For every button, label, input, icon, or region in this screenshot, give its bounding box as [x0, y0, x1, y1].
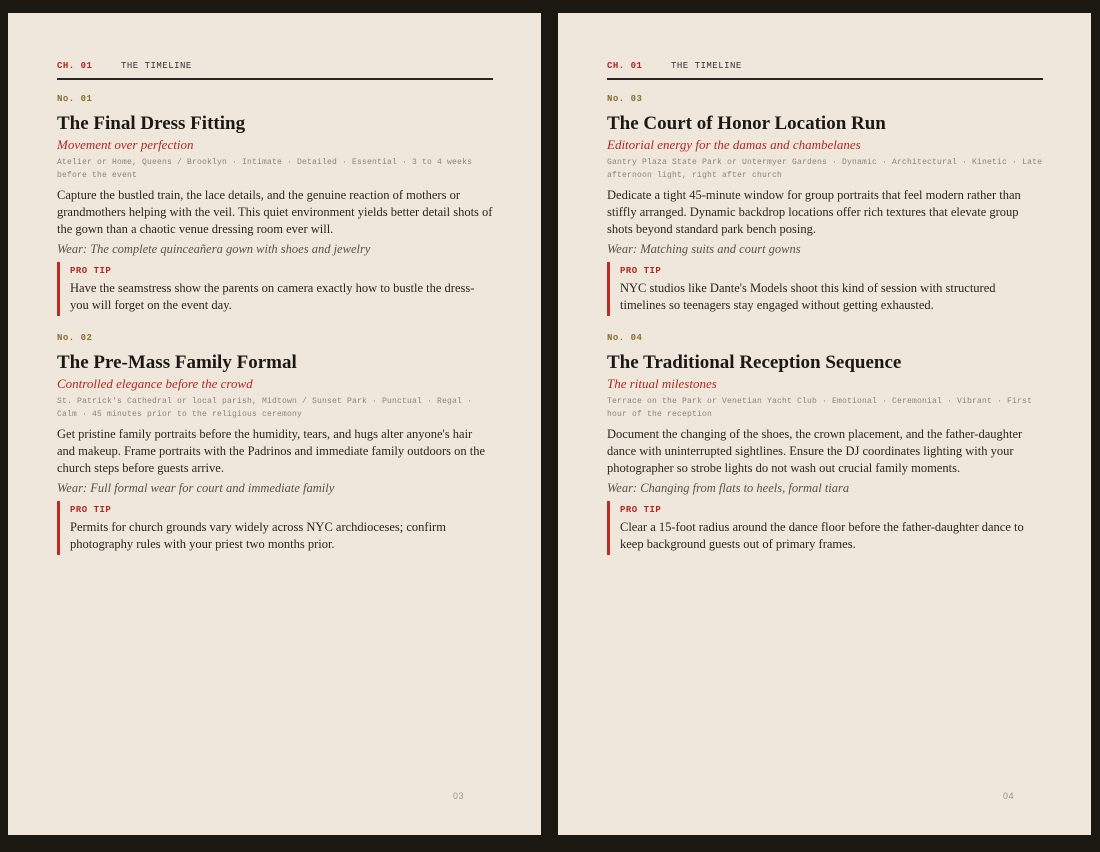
section-3: [607, 94, 1043, 316]
page-number: 03: [453, 791, 465, 801]
section-4: [607, 333, 1043, 555]
section-meta: Gantry Plaza State Park or Untermyer Gardens · Dynamic · Architectural · Kinetic · Late afternoon light, right after church: [607, 158, 1043, 180]
section-subtitle: Editorial energy for the damas and chambelanes: [607, 137, 861, 152]
section-subtitle: Controlled elegance before the crowd: [57, 376, 253, 391]
section-title: The Court of Honor Location Run: [607, 113, 886, 134]
pro-tip-label: PRO TIP: [620, 266, 662, 276]
pro-tip-text: Have the seamstress show the parents on camera exactly how to bustle the dress-you will forget on the event day.: [70, 281, 475, 312]
section-number: No. 01: [57, 94, 93, 104]
section-wear: Wear: Full formal wear for court and immediate family: [57, 481, 335, 495]
section-body: Dedicate a tight 45-minute window for group portraits that feel modern rather than stiffly arranged. Dynamic backdrop locations offer rich textures that elevate group shots beyond standard park bench posing.: [607, 188, 1021, 236]
running-title: THE TIMELINE: [671, 61, 742, 71]
chapter-label: CH. 01: [607, 61, 643, 71]
pro-tip: [57, 262, 493, 316]
section-meta: Atelier or Home, Queens / Brooklyn · Intimate · Detailed · Essential · 3 to 4 weeks before the event: [57, 158, 473, 180]
section-1: [57, 94, 493, 316]
pro-tip: [57, 501, 493, 555]
section-number: No. 04: [607, 333, 643, 343]
section-number: No. 02: [57, 333, 93, 343]
section-2: [57, 333, 493, 555]
pro-tip-label: PRO TIP: [70, 505, 112, 515]
section-title: The Traditional Reception Sequence: [607, 352, 902, 373]
pro-tip-text: Permits for church grounds vary widely across NYC archdioceses; confirm photography rules with your priest two months prior.: [70, 520, 446, 551]
pro-tip-label: PRO TIP: [620, 505, 662, 515]
section-title: The Final Dress Fitting: [57, 113, 246, 134]
page-number: 04: [1003, 791, 1015, 801]
section-title: The Pre-Mass Family Formal: [57, 352, 297, 373]
pro-tip-text: NYC studios like Dante's Models shoot this kind of session with structured timelines so teenagers stay engaged without getting exhausted.: [620, 281, 996, 312]
running-head: [607, 61, 1043, 80]
pro-tip: [607, 501, 1043, 555]
section-body: Capture the bustled train, the lace details, and the genuine reaction of mothers or grandmothers helping with the veil. This quiet environment yields better detail shots of the gown than a chaotic venue dressing room ever will.: [57, 188, 493, 236]
section-number: No. 03: [607, 94, 643, 104]
pro-tip-text: Clear a 15-foot radius around the dance floor before the father-daughter dance to keep background guests out of primary frames.: [620, 520, 1024, 551]
page-right: [558, 13, 1091, 835]
pro-tip-label: PRO TIP: [70, 266, 112, 276]
page-left: [8, 13, 541, 835]
running-head: [57, 61, 493, 80]
section-wear: Wear: The complete quinceañera gown with shoes and jewelry: [57, 242, 371, 256]
chapter-label: CH. 01: [57, 61, 93, 71]
section-meta: Terrace on the Park or Venetian Yacht Club · Emotional · Ceremonial · Vibrant · First hour of the reception: [607, 397, 1033, 419]
running-title: THE TIMELINE: [121, 61, 192, 71]
pro-tip: [607, 262, 1043, 316]
section-wear: Wear: Matching suits and court gowns: [607, 242, 801, 256]
section-body: Document the changing of the shoes, the crown placement, and the father-daughter dance with uninterrupted sightlines. Ensure the DJ coordinates lighting with your photographer so strobe lights do not wash out crucial family moments.: [607, 427, 1023, 475]
section-wear: Wear: Changing from flats to heels, formal tiara: [607, 481, 850, 495]
section-subtitle: Movement over perfection: [57, 137, 194, 152]
section-meta: St. Patrick's Cathedral or local parish, Midtown / Sunset Park · Punctual · Regal · Calm · 45 minutes prior to the religious ceremony: [57, 397, 473, 419]
section-subtitle: The ritual milestones: [607, 376, 717, 391]
section-body: Get pristine family portraits before the humidity, tears, and hugs alter anyone's hair and makeup. Frame portraits with the Padrinos and immediate family outdoors on the church steps before guests arrive.: [57, 427, 486, 475]
